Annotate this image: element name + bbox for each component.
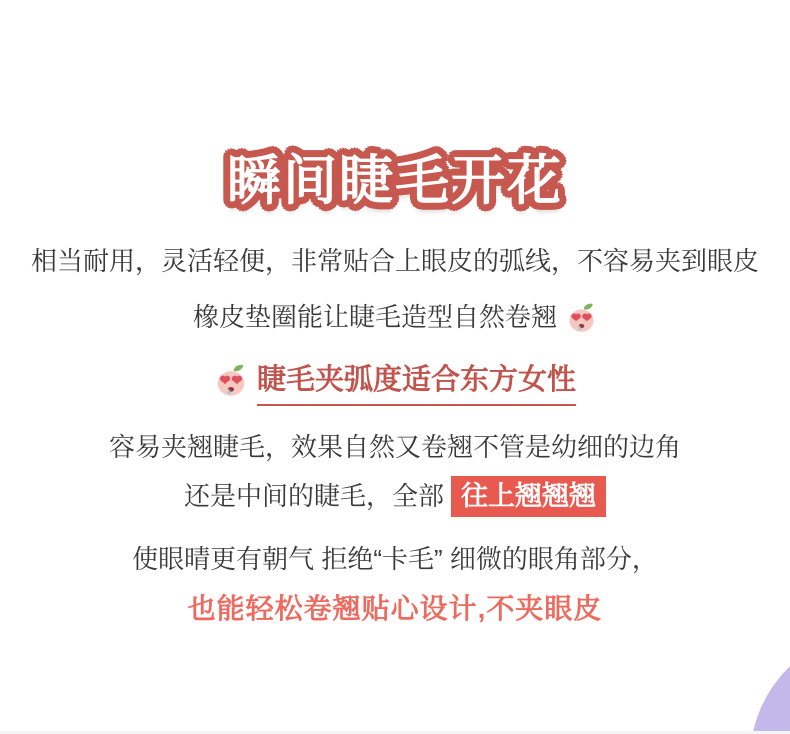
- description-line-5: [0, 476, 790, 517]
- purple-decorative-circle: [750, 630, 790, 734]
- section-heading: [0, 362, 790, 411]
- description-line-5-text: 还是中间的睫毛，全部: [183, 481, 444, 511]
- peach-heart-eyes-emoji: [214, 363, 248, 411]
- description-line-2-text: 橡皮垫圈能让睫毛造型自然卷翘: [192, 302, 557, 332]
- peach-heart-eyes-emoji: [566, 302, 597, 341]
- page-title: 瞬间睫毛开花: [227, 151, 563, 211]
- description-line-4: 容易夹翘睫毛，效果自然又卷翘不管是幼细的边角: [108, 432, 681, 462]
- section-heading-text: 睫毛夹弧度适合东方女性: [257, 362, 576, 406]
- highlight-badge: 往上翘翘翘: [451, 476, 606, 517]
- description-line-6: 使眼晴更有朝气 拒绝“卡毛” 细微的眼角部分，: [132, 544, 658, 574]
- description-line-2: [0, 300, 790, 341]
- description-line-1: 相当耐用，灵活轻便，非常贴合上眼皮的弧线，不容易夹到眼皮: [30, 246, 759, 276]
- description-line-7: 也能轻松卷翘贴心设计,不夹眼皮: [187, 593, 603, 624]
